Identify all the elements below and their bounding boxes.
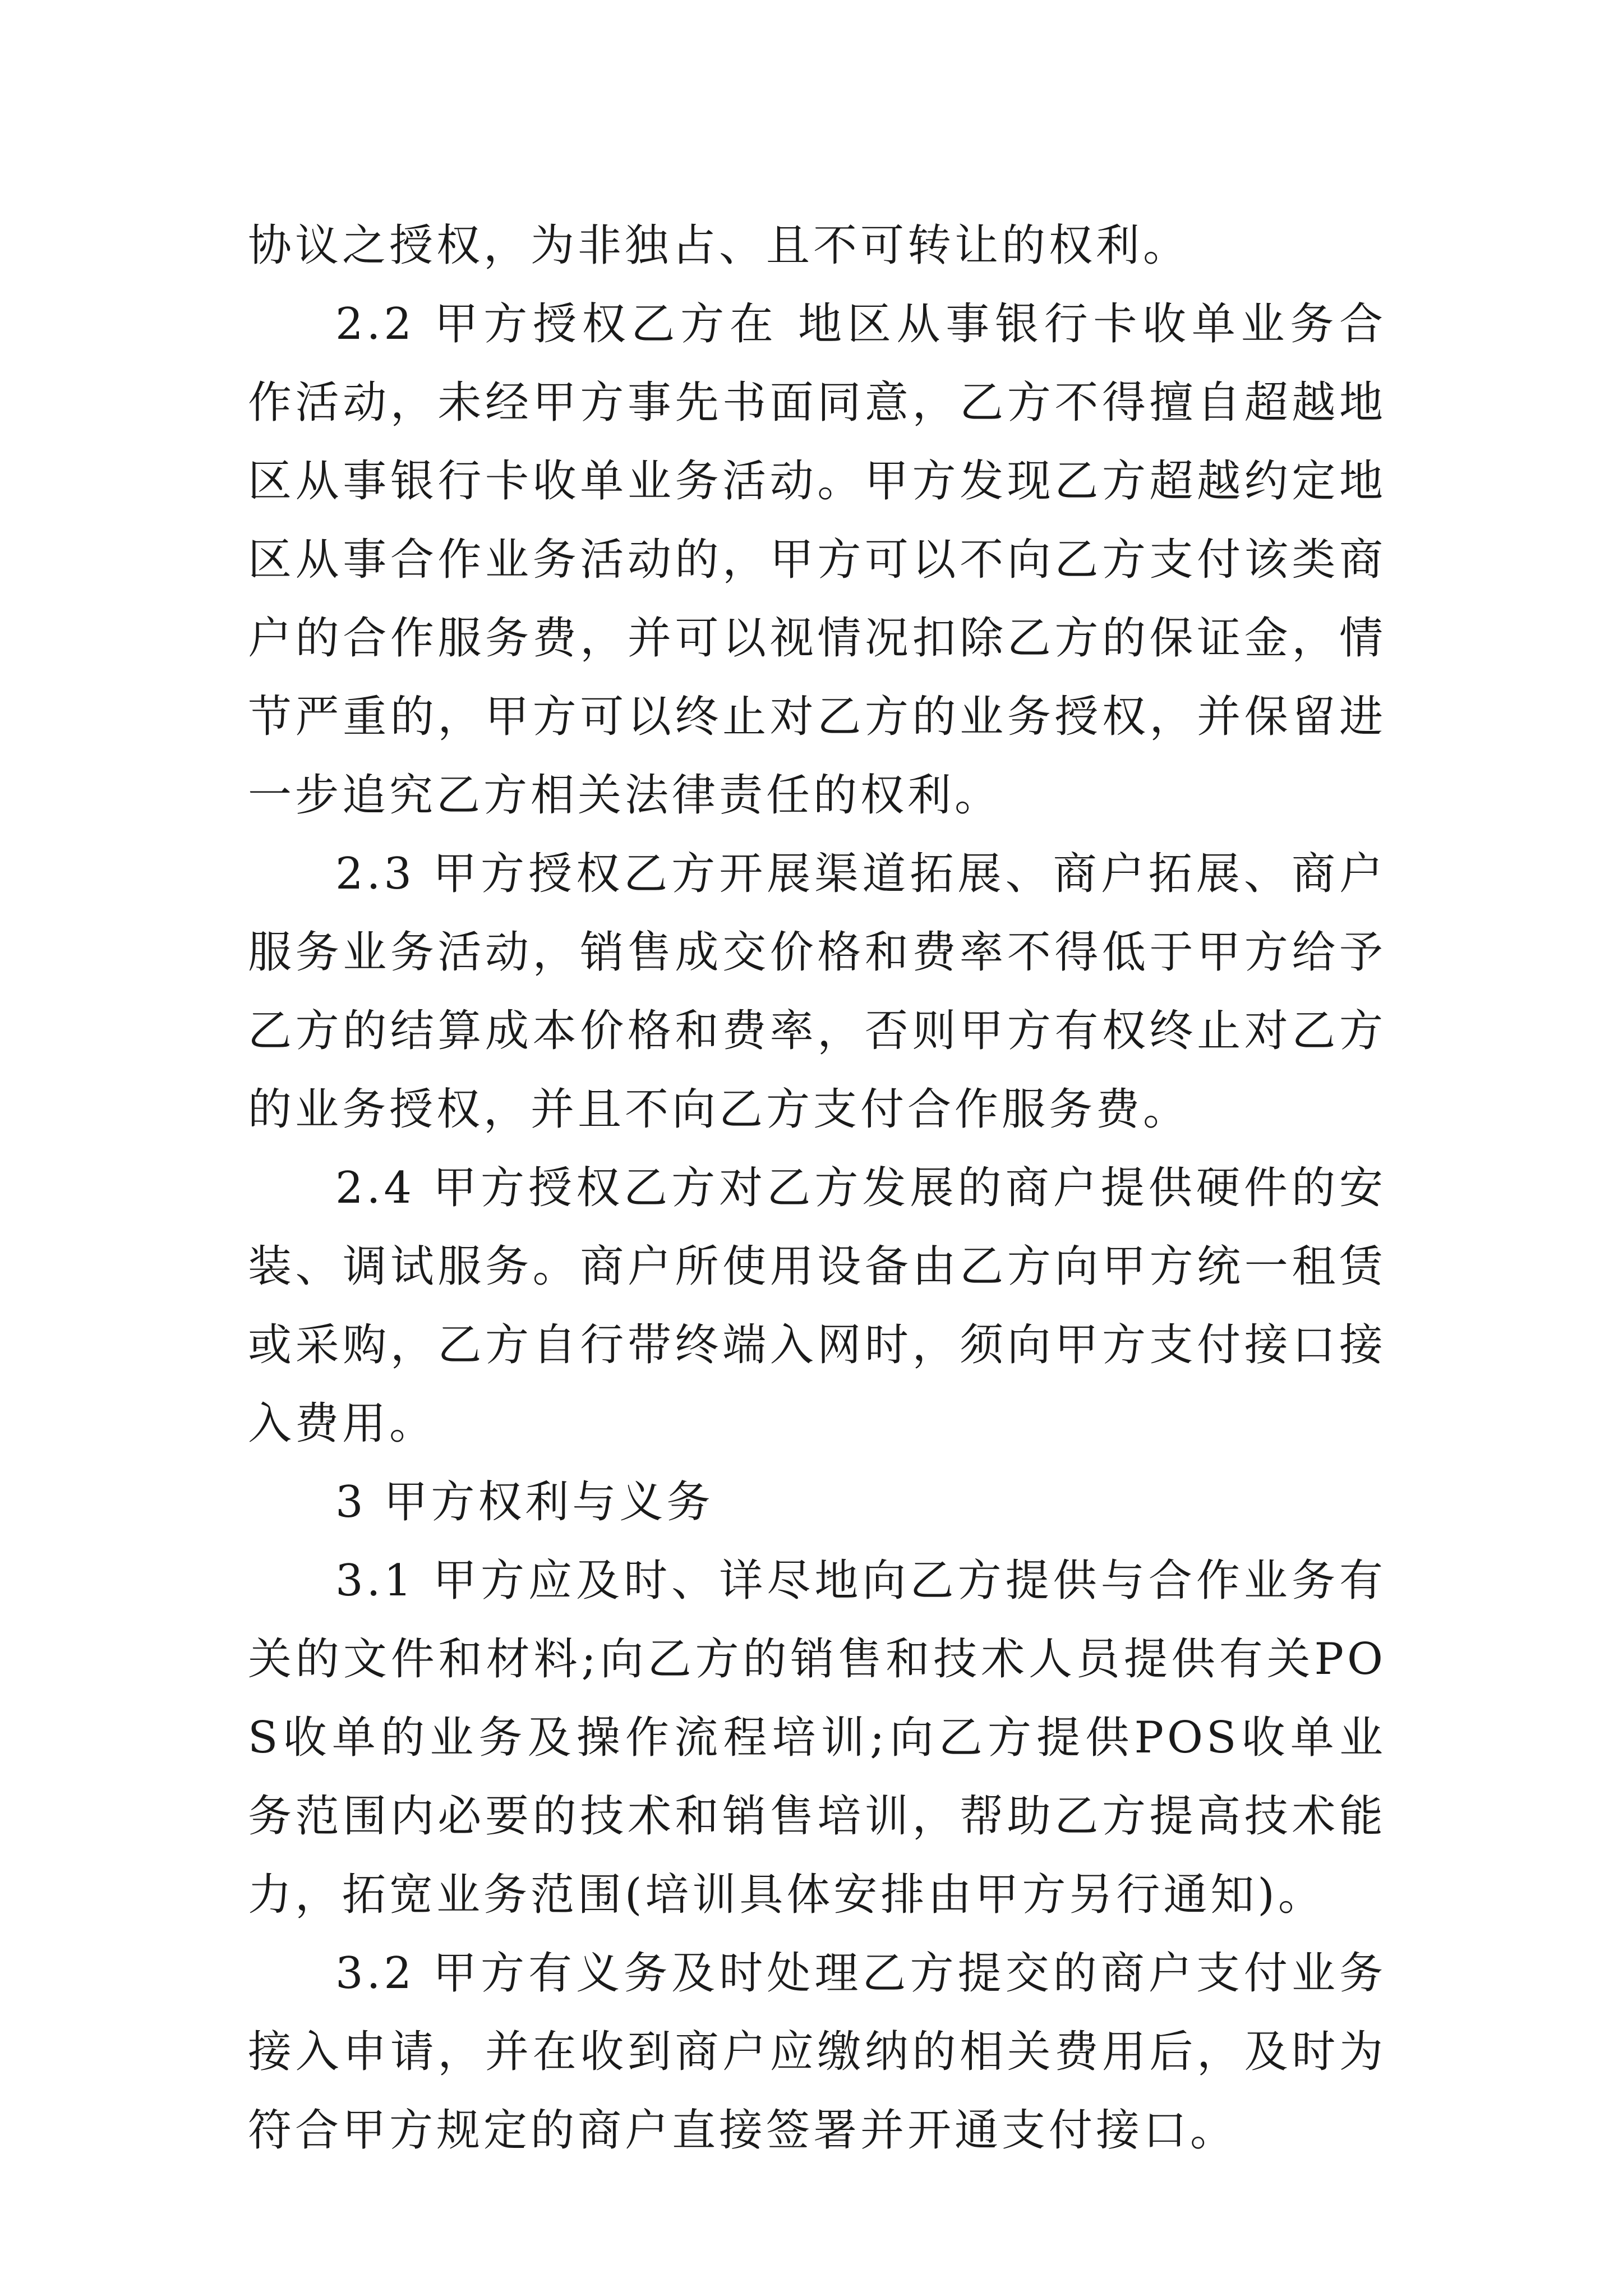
paragraph-clause-3-1: 3.1 甲方应及时、详尽地向乙方提供与合作业务有关的文件和材料;向乙方的销售和技术人员提供有关POS收单的业务及操作流程培训;向乙方提供POS收单业务范围内必要的技术和销售培训，帮助乙方提高技术能力，拓宽业务范围(培训具体安排由甲方另行通知)。 (248, 1556, 1386, 1920)
paragraph-clause-2-3: 2.3 甲方授权乙方开展渠道拓展、商户拓展、商户服务业务活动，销售成交价格和费率不得低于甲方给予乙方的结算成本价格和费率，否则甲方有权终止对乙方的业务授权，并且不向乙方支付合作服务费。 (248, 849, 1386, 1135)
document-body (248, 206, 1386, 2170)
paragraph-continuation: 协议之授权，为非独占、且不可转让的权利。 (248, 220, 1191, 271)
paragraph-clause-3-2: 3.2 甲方有义务及时处理乙方提交的商户支付业务接入申请，并在收到商户应缴纳的相关费用后，及时为符合甲方规定的商户直接签署并开通支付接口。 (248, 1948, 1386, 2156)
section-heading-3: 3 甲方权利与义务 (335, 1477, 714, 1527)
paragraph-clause-2-2: 2.2 甲方授权乙方在 地区从事银行卡收单业务合作活动，未经甲方事先书面同意，乙方不得擅自超越地区从事银行卡收单业务活动。甲方发现乙方超越约定地区从事合作业务活动的，甲方可以不向乙方支付该类商户的合作服务费，并可以视情况扣除乙方的保证金，情节严重的，甲方可以终止对乙方的业务授权，并保留进一步追究乙方相关法律责任的权利。 (248, 299, 1386, 821)
paragraph-clause-2-4: 2.4 甲方授权乙方对乙方发展的商户提供硬件的安装、调试服务。商户所使用设备由乙方向甲方统一租赁或采购，乙方自行带终端入网时，须向甲方支付接口接入费用。 (248, 1163, 1386, 1449)
